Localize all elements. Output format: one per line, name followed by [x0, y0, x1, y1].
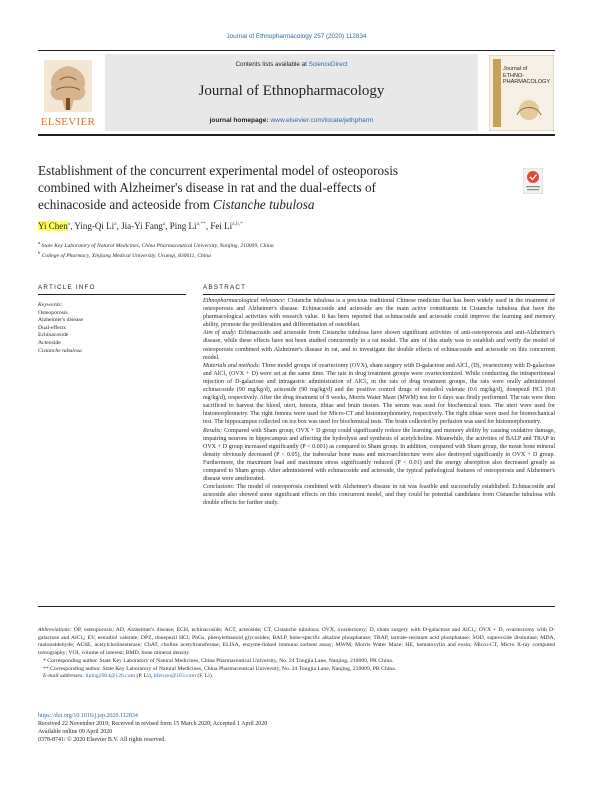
author-name[interactable]: Yi Chen — [38, 221, 68, 231]
author-affil-sup[interactable]: a,b,* — [232, 221, 243, 227]
title-species: Cistanche tubulosa — [213, 197, 315, 212]
abstract-bottom-rule — [38, 606, 555, 607]
abbreviations-label: Abbreviations: — [38, 627, 72, 633]
keyword-item: Alzheimer's disease — [38, 317, 84, 324]
abstract-rule — [203, 294, 555, 295]
abstract-section-label: Aim of study: — [203, 330, 237, 337]
affiliation-sup: a — [38, 240, 41, 245]
author-list: Yi Chen$^a$, Ying-Qi Li$^a$, Jia-Yi Fang$^a$, Ping $Li^{a,**}$, Fei $Li^{a,b,*}$ — [38, 221, 243, 231]
article-title — [38, 162, 468, 213]
received-dates: Received 22 November 2019; Received in revised form 15 March 2020; Accepted 1 April 2020 — [38, 721, 268, 727]
abbreviations — [38, 627, 555, 658]
abstract-section — [203, 427, 555, 484]
abstract-heading: ABSTRACT — [203, 284, 247, 291]
abstract-section-label: Materials and methods: — [203, 362, 261, 369]
abstract-section-label: Results: — [203, 427, 223, 434]
affiliation — [38, 240, 274, 249]
abstract-section — [203, 483, 555, 507]
cover-line-3: PHARMACOLOGY — [503, 79, 551, 85]
abstract-section-label: Conclusions: — [203, 484, 235, 491]
footnotes — [38, 627, 555, 681]
abstract-section — [203, 329, 555, 361]
sciencedirect-link[interactable]: ScienceDirect — [308, 61, 348, 68]
affiliation-text: College of Pharmacy, Xinjiang Medical University, Urumqi, 830011, China — [41, 252, 211, 259]
email-label: E-mail addresses: — [43, 673, 85, 680]
cover-line-1: Journal of — [503, 66, 528, 72]
email-owner: (F. Li). — [197, 673, 214, 680]
contents-line — [105, 61, 478, 68]
email-owner: (P. Li), — [136, 673, 153, 680]
corresponding-author-2: ** Corresponding author. State Key Laboratory of Natural Medicines, China Pharmaceutical University, No. 24 Tongjia Lane, Nanjing, 210009, PR China. — [43, 665, 397, 672]
check-for-updates-icon[interactable] — [523, 168, 543, 194]
available-online: Available online 09 April 2020 — [38, 729, 113, 735]
keywords-label: Keywords: — [38, 302, 63, 308]
author-affil-sup[interactable]: a — [162, 221, 166, 227]
title-line-1: Establishment of the concurrent experimental model of osteoporosis — [38, 163, 398, 178]
keyword-item: Echinacoside — [38, 332, 69, 339]
publication-info — [38, 712, 267, 744]
abbreviations-text: OP, osteoporosis; AD, Alzheimer's disease; ECH, echinacoside; ACT, acteoside; CT, Cistanche tubulosa; OVX, ovariectomy; D, sham surgery with D-galactose and AlCl₃; OVX + D, ovariectomy with D-galactose and AlCl₃; EV, estradiol valerate; DPZ, donepezil HCl; PhGs, phenylethanoid glycosides; BALP, bone-specific alkaline phosphatase; TRAP, tartrate-resistant acid phosphatase; SOD, superoxide dismutase; MDA, malonaldehyde; AChE, acetylcholinesterase; ChAT, choline acetyltransferase; ELISA, enzyme-linked immuno sorbent assay; MWM, Morris Water Maze; HE, hematoxylin and eosin; Micro-CT, Micro X-ray computed tomography; VOI, volume of interest; BMD, bone mineral density — [38, 627, 555, 657]
abstract-section-text: Three model groups of ovariectomy (OVX), sham surgery with D-galactose and AlCl₃ (D), ovariectomy with D-galactose and AlCl₃ (OVX + D) were set at the same time. The rats in drug treatment groups were ovariectomized. While conducting the intraperitoneal injection of D-galactose and intragastric administration of AlCl₃ in the rats of drug treatment groups, the rats were orally administered echinacoside (90 mg/kg/d), acteoside (90 mg/kg/d) and the positive control drugs of estradiol valerate (0.6 mg/kg/d), donepezil HCl (0.8 mg/kg/d), respectively. After the drug treatment of 8 weeks, Morris Water Maze (MWM) test for 6 days was firstly performed. The rats were then sacrificed to harvest the blood, uteri, femora, tibiae and brain tissues. The serum was used for biochemical tests. The uteri were used for histomorphometry. The right femora were used for Micro-CT and histomorphometry, respectively. The right tibiae were used for biomechanical test. The hippocampus collected on ice box was used for biochemical tests. The brain collected by perfusion was used for histomorphometry. — [203, 362, 556, 426]
keyword-item: Dual-effects — [38, 324, 67, 331]
title-line-2: combined with Alzheimer's disease in rat and the dual-effects of — [38, 180, 376, 195]
email-addresses — [38, 673, 555, 681]
abstract-section-text: Cistanche tubulosa is a precious traditional Chinese medicine that has been widely used in the treatment of osteoporosis and Alzheimer's disease. Echinacoside and acteoside are the main active constituents in Cistanche tubulosa that have the pharmacological activities with research value. It has been reported that echinacoside and acteoside could improve the learning and memory ability, promote the proliferation and differentiation of osteoblast. — [203, 298, 556, 329]
affiliation-text: State Key Laboratory of Natural Medicines, China Pharmaceutical University, Nanjing, 210009, China — [41, 242, 274, 249]
author-affil-sup[interactable]: a — [67, 221, 71, 227]
abstract-section-text: The model of osteoporosis combined with Alzheimer's disease in rat was feasible and successfully established. Echinacoside and acteoside also showed some significant effects on this concurrent model, and they could be potential candidates from Cistanche tubulosa with double effects for further study. — [203, 484, 555, 507]
affiliation — [38, 250, 211, 259]
journal-homepage — [105, 117, 478, 124]
abstract-section-label: Ethnopharmacological relevance: — [203, 298, 286, 304]
abstract-section-text: Compared with Sham group, OVX + D group could significantly reduce the learning and memory ability by causing oxidative damage, impairing neurons in hippocampus and affecting the hydrolysis and synthesis of acetylcholine. Meanwhile, the activities of BALP and TRAP in OVX + D group increased significantly (P < 0.001) as compared to Sham group. In addition, compared with Sham group, the mean bone mineral density obviously decreased (P < 0.05), the trabecular bone mass and microarchitecture were also destroyed significantly in OVX + D group. Furthermore, the maximum load and maximum stress significantly reduced (P < 0.01) and the energy absorption also decreased greatly as compared to Sham group. After administered with echinacoside and acteoside, the typical pathological features of osteoporosis and Alzheimer's disease were ameliorated. — [203, 427, 556, 483]
header-top-rule — [38, 50, 555, 51]
article-info-heading: ARTICLE INFO — [38, 284, 96, 291]
keyword-item: Cistanche tubulosa — [38, 347, 82, 354]
author-name[interactable]: Fei Li — [210, 221, 233, 231]
abstract-section-text: Echinacoside and acteoside from Cistanche tubulosa have shown significant activities of anti-osteoporosis and anti-Alzheimer's disease, while these effects have not been studied concurrently in a rat model. The aim of this study was to establish and verify the model of osteoporosis combined with Alzheimer's disease in rat, and to investigate the double effects of echinacoside and acteoside on this concurrent model. — [203, 330, 555, 361]
journal-reference[interactable]: Journal of Ethnopharmacology 257 (2020) 112834 — [226, 33, 367, 40]
email-link[interactable]: liping2004@126.com — [85, 673, 136, 680]
affiliation-sup: b — [38, 250, 41, 255]
title-line-3-text: echinacoside and acteoside from — [38, 197, 210, 212]
author-name[interactable]: Ping Li — [169, 221, 197, 231]
abstract-body — [203, 297, 555, 507]
cover-text — [503, 66, 550, 86]
publisher-name: ELSEVIER — [40, 116, 96, 128]
author-name[interactable]: Jia-Yi Fang — [121, 221, 163, 231]
contents-prefix: Contents lists available at — [235, 61, 307, 68]
corresponding-author-1: * Corresponding author. State Key Laboratory of Natural Medicines, China Pharmaceutical University, No. 24 Tongjia Lane, Nanjing, 210009, PR China. — [43, 657, 394, 664]
homepage-label: journal homepage: — [209, 117, 269, 124]
copyright: 0378-8741/ © 2020 Elsevier B.V. All rights reserved. — [38, 737, 166, 743]
abstract-section — [203, 362, 555, 427]
journal-title: Journal of Ethnopharmacology — [198, 83, 385, 99]
keyword-item: Acteoside — [38, 340, 61, 346]
author-affil-sup[interactable]: a — [114, 221, 117, 227]
title-line-3 — [38, 196, 468, 213]
author-affil-sup[interactable]: a,** — [196, 221, 206, 227]
author-name[interactable]: Ying-Qi Li — [74, 221, 115, 231]
cover-line-2: ETHNO- — [503, 72, 525, 79]
homepage-link[interactable]: www.elsevier.com/locate/jethpharm — [270, 117, 374, 124]
doi-link[interactable]: https://doi.org/10.1016/j.jep.2020.112834 — [38, 713, 138, 719]
abstract-section — [203, 297, 555, 329]
keyword-item: Osteoporosis — [38, 309, 68, 316]
header-bottom-rule — [38, 134, 555, 136]
email-link[interactable]: lifeicpu@163.com — [153, 673, 196, 680]
article-info-rule — [38, 294, 186, 295]
